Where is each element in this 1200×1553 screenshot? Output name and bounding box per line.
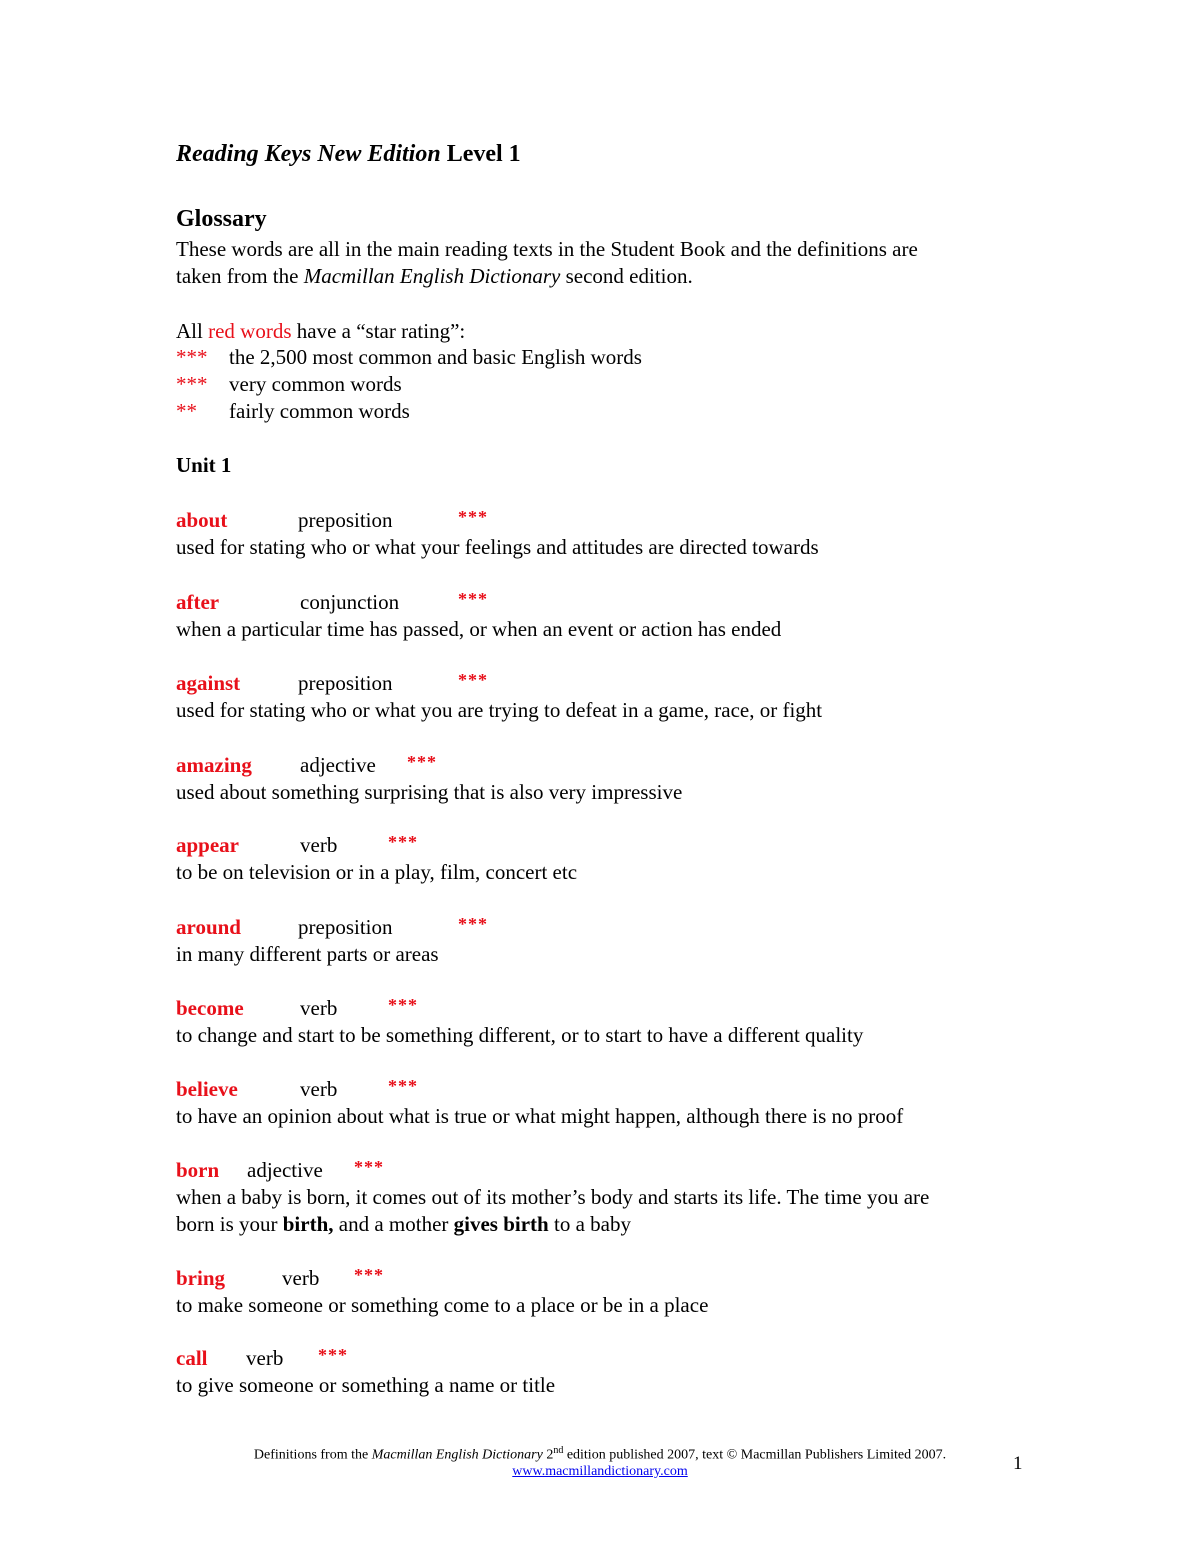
entry-word: born bbox=[176, 1158, 220, 1182]
entry-pos: verb bbox=[300, 1077, 338, 1101]
entry-pos: adjective bbox=[300, 753, 376, 777]
footer-credit: Definitions from the Macmillan English Dictionary 2nd edition published 2007, text © Macmillan Publishers Limited 2007. bbox=[253, 1445, 947, 1463]
entry-definition: when a baby is born, it comes out of its mother’s body and starts its life. The time you are born is your birth, and a mother gives birth to a baby bbox=[176, 1185, 930, 1236]
glossary-entry bbox=[176, 589, 1036, 643]
entry-definition: to make someone or something come to a place or be in a place bbox=[176, 1293, 709, 1317]
entry-pos: verb bbox=[246, 1346, 284, 1370]
entry-stars: *** bbox=[388, 1076, 418, 1096]
entry-pos: verb bbox=[300, 833, 338, 857]
entry-word: become bbox=[176, 996, 244, 1020]
entry-stars: *** bbox=[458, 589, 488, 609]
entry-word: around bbox=[176, 915, 241, 939]
dictionary-link[interactable]: www.macmillandictionary.com bbox=[512, 1463, 688, 1479]
entry-stars: *** bbox=[458, 670, 488, 690]
entry-definition: to have an opinion about what is true or what might happen, although there is no proof bbox=[176, 1104, 904, 1128]
entry-word: after bbox=[176, 590, 220, 614]
document-title: Reading Keys New Edition Level 1 bbox=[176, 141, 521, 167]
entry-stars: *** bbox=[354, 1157, 384, 1177]
glossary-entry bbox=[176, 1157, 1036, 1238]
entry-stars: *** bbox=[388, 995, 418, 1015]
entry-definition: to be on television or in a play, film, concert etc bbox=[176, 860, 578, 884]
entry-definition: in many different parts or areas bbox=[176, 942, 439, 966]
unit-heading: Unit 1 bbox=[176, 453, 232, 477]
entry-stars: *** bbox=[354, 1265, 384, 1285]
entry-stars: *** bbox=[407, 752, 437, 772]
star-rating-intro: All red words have a “star rating”: bbox=[176, 319, 466, 343]
glossary-entry bbox=[176, 1076, 1036, 1130]
entry-word: about bbox=[176, 508, 228, 532]
entry-word: appear bbox=[176, 833, 239, 857]
rating-row: *** the 2,500 most common and basic English words bbox=[176, 345, 642, 369]
glossary-entry bbox=[176, 670, 1036, 724]
page-number: 1 bbox=[1013, 1453, 1023, 1474]
rating-row: *** very common words bbox=[176, 372, 402, 396]
entry-pos: verb bbox=[282, 1266, 320, 1290]
entry-pos: adjective bbox=[247, 1158, 323, 1182]
entry-pos: conjunction bbox=[300, 590, 400, 614]
glossary-entry bbox=[176, 832, 1036, 886]
entry-pos: preposition bbox=[298, 508, 393, 532]
entry-stars: *** bbox=[458, 507, 488, 527]
glossary-entry bbox=[176, 914, 1036, 968]
entry-pos: verb bbox=[300, 996, 338, 1020]
entry-word: amazing bbox=[176, 753, 252, 777]
entry-stars: *** bbox=[458, 914, 488, 934]
glossary-entry bbox=[176, 752, 1036, 806]
glossary-heading: Glossary bbox=[176, 206, 267, 232]
entry-word: against bbox=[176, 671, 241, 695]
entry-pos: preposition bbox=[298, 671, 393, 695]
glossary-entry bbox=[176, 995, 1036, 1049]
entry-definition: used for stating who or what you are trying to defeat in a game, race, or fight bbox=[176, 698, 823, 722]
entry-word: bring bbox=[176, 1266, 226, 1290]
entry-definition: when a particular time has passed, or when an event or action has ended bbox=[176, 617, 782, 641]
entry-definition: used for stating who or what your feelings and attitudes are directed towards bbox=[176, 535, 819, 559]
entry-word: call bbox=[176, 1346, 208, 1370]
glossary-entry bbox=[176, 1345, 1036, 1399]
rating-row: ** fairly common words bbox=[176, 399, 410, 423]
entry-definition: to change and start to be something different, or to start to have a different quality bbox=[176, 1023, 864, 1047]
entry-stars: *** bbox=[318, 1345, 348, 1365]
glossary-intro: These words are all in the main reading texts in the Student Book and the definitions are taken from the Macmillan English Dictionary second edition. bbox=[176, 237, 918, 288]
glossary-entry bbox=[176, 507, 1036, 561]
entry-definition: used about something surprising that is also very impressive bbox=[176, 780, 683, 804]
glossary-entry bbox=[176, 1265, 1036, 1319]
entry-stars: *** bbox=[388, 832, 418, 852]
entry-definition: to give someone or something a name or title bbox=[176, 1373, 556, 1397]
entry-pos: preposition bbox=[298, 915, 393, 939]
entry-word: believe bbox=[176, 1077, 238, 1101]
